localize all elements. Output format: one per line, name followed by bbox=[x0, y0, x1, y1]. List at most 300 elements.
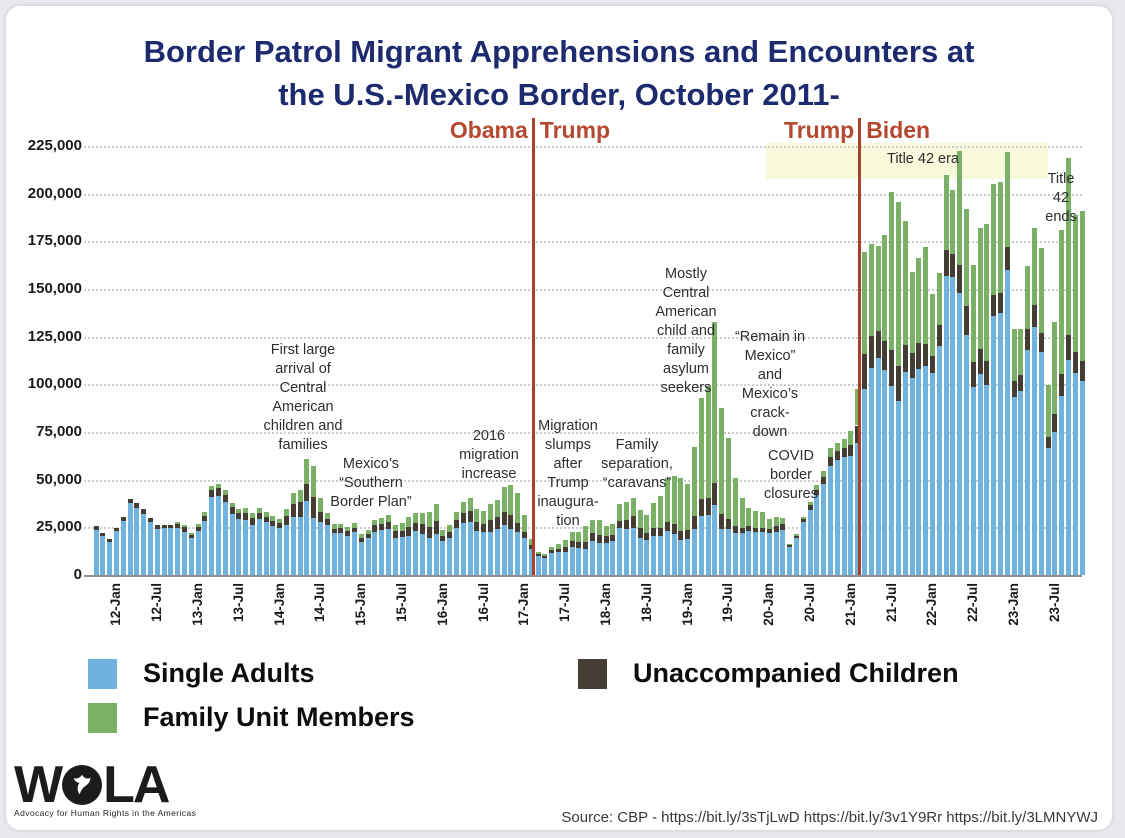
bar-segment-unaccompanied-children bbox=[563, 547, 568, 552]
bar-segment-unaccompanied-children bbox=[230, 507, 235, 514]
bar-segment-single-adults bbox=[549, 553, 554, 575]
bar-segment-single-adults bbox=[250, 525, 255, 575]
bar-segment-unaccompanied-children bbox=[658, 528, 663, 536]
x-axis-tick-label: 16-Jan bbox=[434, 583, 450, 626]
bar-segment-single-adults bbox=[767, 533, 772, 575]
bar-segment-family-unit-members bbox=[848, 431, 853, 445]
bar-segment-single-adults bbox=[134, 508, 139, 575]
bar-segment-family-unit-members bbox=[726, 438, 731, 519]
bar-segment-family-unit-members bbox=[284, 509, 289, 517]
bar-segment-family-unit-members bbox=[780, 518, 785, 524]
annotation-line: children and bbox=[263, 418, 343, 434]
bar-segment-family-unit-members bbox=[447, 525, 452, 532]
bar-segment-single-adults bbox=[332, 533, 337, 575]
bar-segment-single-adults bbox=[440, 541, 445, 575]
bar-segment-unaccompanied-children bbox=[270, 521, 275, 526]
bar-segment-single-adults bbox=[202, 521, 207, 575]
bar-segment-unaccompanied-children bbox=[889, 350, 894, 386]
bar-segment-single-adults bbox=[128, 503, 133, 575]
bar-segment-unaccompanied-children bbox=[386, 522, 391, 529]
x-axis-line bbox=[84, 575, 1082, 577]
bar-segment-family-unit-members bbox=[604, 526, 609, 537]
bar-segment-unaccompanied-children bbox=[502, 512, 507, 525]
bar-segment-family-unit-members bbox=[223, 490, 228, 495]
annotation-line: after bbox=[553, 456, 583, 472]
legend-label-family-unit-members: Family Unit Members bbox=[143, 702, 415, 732]
bar-segment-single-adults bbox=[141, 514, 146, 575]
x-axis-tick-label: 13-Jan bbox=[190, 583, 205, 626]
bar-segment-family-unit-members bbox=[427, 512, 432, 527]
bar-segment-unaccompanied-children bbox=[753, 528, 758, 532]
annotation-line: inaugura- bbox=[537, 494, 599, 510]
y-axis-tick-label: 75,000 bbox=[36, 422, 82, 440]
x-axis-tick-label: 23-Jan bbox=[1006, 583, 1021, 626]
bar-segment-family-unit-members bbox=[413, 513, 418, 523]
bar-segment-family-unit-members bbox=[644, 515, 649, 533]
bar-segment-unaccompanied-children bbox=[196, 527, 201, 531]
bar-segment-family-unit-members bbox=[678, 478, 683, 530]
bar-segment-single-adults bbox=[590, 541, 595, 575]
x-axis-tick-label: 19-Jan bbox=[679, 583, 695, 626]
bar-segment-single-adults bbox=[413, 531, 418, 575]
bar-segment-family-unit-members bbox=[209, 486, 214, 490]
bar-segment-family-unit-members bbox=[549, 547, 554, 550]
bar-segment-single-adults bbox=[896, 401, 901, 575]
bar-segment-single-adults bbox=[760, 532, 765, 575]
bar-segment-single-adults bbox=[910, 378, 915, 575]
bar-segment-single-adults bbox=[556, 552, 561, 575]
bar-segment-unaccompanied-children bbox=[134, 503, 139, 508]
bar-segment-single-adults bbox=[1012, 397, 1017, 575]
x-axis-tick-label: 13-Jul bbox=[230, 583, 246, 623]
bar-segment-unaccompanied-children bbox=[842, 448, 847, 457]
annotation-line: American bbox=[655, 304, 717, 320]
bar-segment-unaccompanied-children bbox=[910, 353, 915, 377]
bar-segment-family-unit-members bbox=[488, 504, 493, 520]
bar-segment-single-adults bbox=[352, 532, 357, 575]
annotation-title-42-ends bbox=[1045, 170, 1076, 227]
bar-segment-unaccompanied-children bbox=[1073, 352, 1078, 372]
bar-segment-unaccompanied-children bbox=[794, 536, 799, 538]
bar-segment-unaccompanied-children bbox=[447, 532, 452, 538]
bar-segment-single-adults bbox=[243, 520, 248, 575]
bar-segment-family-unit-members bbox=[903, 221, 908, 345]
bar-segment-unaccompanied-children bbox=[549, 550, 554, 553]
bar-segment-unaccompanied-children bbox=[740, 528, 745, 533]
bar-segment-family-unit-members bbox=[372, 520, 377, 526]
bar-segment-single-adults bbox=[536, 556, 541, 575]
bar-segment-family-unit-members bbox=[563, 540, 568, 546]
bar-segment-unaccompanied-children bbox=[175, 524, 180, 528]
bar-segment-family-unit-members bbox=[202, 512, 207, 515]
bar-segment-family-unit-members bbox=[182, 525, 187, 527]
bar-segment-single-adults bbox=[474, 531, 479, 575]
bar-segment-single-adults bbox=[100, 536, 105, 575]
bar-segment-family-unit-members bbox=[515, 493, 520, 524]
bar-segment-single-adults bbox=[386, 529, 391, 575]
bar-segment-unaccompanied-children bbox=[610, 535, 615, 541]
legend-label-single-adults: Single Adults bbox=[143, 658, 315, 688]
bar-segment-single-adults bbox=[950, 277, 955, 575]
bar-segment-single-adults bbox=[780, 530, 785, 575]
x-axis-tick-label: 19-Jul bbox=[720, 583, 736, 623]
bar-segment-single-adults bbox=[617, 528, 622, 575]
bar-segment-unaccompanied-children bbox=[495, 517, 500, 529]
annotation-line: American bbox=[272, 399, 334, 415]
bar-segment-unaccompanied-children bbox=[243, 513, 248, 520]
bar-segment-family-unit-members bbox=[950, 190, 955, 254]
bar-segment-unaccompanied-children bbox=[685, 530, 690, 540]
bar-segment-single-adults bbox=[706, 515, 711, 575]
x-axis-tick-label: 22-Jan bbox=[924, 583, 940, 626]
bar-segment-unaccompanied-children bbox=[672, 524, 677, 534]
bar-segment-single-adults bbox=[794, 538, 799, 575]
bar-segment-family-unit-members bbox=[298, 490, 303, 502]
bar-segment-single-adults bbox=[862, 389, 867, 575]
bar-segment-unaccompanied-children bbox=[978, 349, 983, 374]
bar-segment-single-adults bbox=[454, 528, 459, 575]
bar-segment-family-unit-members bbox=[304, 459, 309, 483]
bar-segment-unaccompanied-children bbox=[570, 541, 575, 547]
bar-segment-single-adults bbox=[1018, 391, 1023, 575]
bar-segment-family-unit-members bbox=[536, 552, 541, 554]
x-axis-tick-label: 12-Jul bbox=[149, 583, 165, 623]
bar-segment-unaccompanied-children bbox=[318, 512, 323, 522]
bar-segment-family-unit-members bbox=[638, 510, 643, 528]
bar-segment-single-adults bbox=[236, 519, 241, 575]
bar-segment-unaccompanied-children bbox=[461, 513, 466, 523]
bar-segment-single-adults bbox=[604, 543, 609, 575]
bar-segment-unaccompanied-children bbox=[991, 295, 996, 316]
annotation-line: down bbox=[752, 424, 788, 440]
annotation-line: 42 bbox=[1052, 190, 1070, 206]
x-axis-tick-label: 20-Jul bbox=[802, 583, 817, 623]
bar-segment-unaccompanied-children bbox=[651, 528, 656, 536]
legend-item-single-adults bbox=[88, 658, 315, 689]
annotation-line: COVID bbox=[768, 448, 814, 464]
bar-segment-unaccompanied-children bbox=[1052, 414, 1057, 432]
bar-segment-family-unit-members bbox=[366, 530, 371, 534]
bar-segment-single-adults bbox=[148, 522, 153, 575]
bar-segment-unaccompanied-children bbox=[706, 498, 711, 515]
bar-segment-family-unit-members bbox=[250, 513, 255, 518]
x-axis-tick-label: 23-Jul bbox=[1046, 583, 1062, 623]
annotation-first-large-arrival bbox=[264, 341, 343, 455]
bar-segment-unaccompanied-children bbox=[597, 535, 602, 543]
bar-segment-family-unit-members bbox=[1032, 228, 1037, 306]
bar-segment-unaccompanied-children bbox=[556, 549, 561, 553]
gridline bbox=[84, 289, 1082, 291]
bar-segment-family-unit-members bbox=[270, 516, 275, 521]
bar-segment-single-adults bbox=[835, 460, 840, 575]
annotation-line: asylum bbox=[663, 361, 709, 377]
bar-segment-family-unit-members bbox=[916, 258, 921, 342]
bar-segment-family-unit-members bbox=[658, 496, 663, 528]
bar-segment-single-adults bbox=[298, 517, 303, 575]
bar-segment-unaccompanied-children bbox=[257, 513, 262, 518]
bar-segment-single-adults bbox=[882, 370, 887, 575]
bar-segment-unaccompanied-children bbox=[400, 531, 405, 538]
annotation-line: Mexico’s bbox=[342, 456, 400, 472]
bar-segment-single-adults bbox=[427, 538, 432, 575]
bar-segment-single-adults bbox=[311, 518, 316, 575]
bar-segment-single-adults bbox=[631, 528, 636, 575]
bar-segment-family-unit-members bbox=[189, 533, 194, 535]
bar-segment-family-unit-members bbox=[876, 246, 881, 331]
bar-segment-single-adults bbox=[692, 529, 697, 575]
bar-segment-single-adults bbox=[182, 532, 187, 575]
bar-segment-family-unit-members bbox=[910, 272, 915, 353]
bar-segment-single-adults bbox=[685, 539, 690, 575]
source-text: Source: CBP - https://bit.ly/3sTjLwD https://bit.ly/3v1Y9Rr https://bit.ly/3LMNYWJ bbox=[561, 809, 1098, 826]
bar-segment-unaccompanied-children bbox=[94, 526, 99, 530]
bar-segment-unaccompanied-children bbox=[100, 533, 105, 536]
wola-tagline: Advocacy for Human Rights in the Americas bbox=[14, 808, 197, 818]
annotation-line: Title bbox=[1047, 171, 1075, 187]
bar-segment-single-adults bbox=[114, 531, 119, 575]
bar-segment-family-unit-members bbox=[352, 523, 357, 528]
bar-segment-family-unit-members bbox=[502, 487, 507, 512]
bar-segment-family-unit-members bbox=[774, 517, 779, 526]
bar-segment-unaccompanied-children bbox=[1032, 305, 1037, 326]
bar-segment-single-adults bbox=[733, 533, 738, 575]
bar-segment-family-unit-members bbox=[1025, 266, 1030, 330]
annotation-line: Border Plan” bbox=[330, 494, 412, 510]
bar-segment-unaccompanied-children bbox=[848, 445, 853, 456]
bar-segment-family-unit-members bbox=[318, 498, 323, 512]
bar-segment-unaccompanied-children bbox=[284, 516, 289, 525]
transition-label-biden: Biden bbox=[866, 117, 931, 143]
gridline bbox=[84, 194, 1082, 196]
bar-segment-unaccompanied-children bbox=[338, 528, 343, 533]
bar-segment-unaccompanied-children bbox=[522, 532, 527, 538]
bar-segment-family-unit-members bbox=[719, 408, 724, 514]
bar-segment-unaccompanied-children bbox=[379, 524, 384, 530]
bar-segment-unaccompanied-children bbox=[699, 499, 704, 516]
bar-segment-single-adults bbox=[570, 547, 575, 575]
bar-segment-unaccompanied-children bbox=[209, 490, 214, 497]
bar-segment-family-unit-members bbox=[624, 502, 629, 520]
bar-segment-unaccompanied-children bbox=[971, 362, 976, 387]
bar-segment-single-adults bbox=[828, 466, 833, 575]
bar-segment-single-adults bbox=[576, 548, 581, 575]
annotation-line: families bbox=[278, 437, 328, 453]
bar-segment-family-unit-members bbox=[230, 503, 235, 507]
bar-segment-family-unit-members bbox=[359, 534, 364, 538]
legend-item-unaccompanied-children bbox=[578, 658, 959, 689]
bar-segment-family-unit-members bbox=[1018, 329, 1023, 375]
annotation-line: Central bbox=[662, 285, 710, 301]
bar-segment-family-unit-members bbox=[277, 519, 282, 523]
legend-label-unaccompanied-children: Unaccompanied Children bbox=[633, 658, 959, 688]
bar-segment-family-unit-members bbox=[1059, 230, 1064, 374]
bar-segment-unaccompanied-children bbox=[413, 523, 418, 532]
bar-segment-single-adults bbox=[964, 335, 969, 575]
bar-segment-unaccompanied-children bbox=[481, 524, 486, 532]
transition-line-trump-biden bbox=[858, 118, 861, 575]
bar-segment-family-unit-members bbox=[474, 509, 479, 522]
chart-title-line1: Border Patrol Migrant Apprehensions and Encounters at bbox=[143, 34, 975, 69]
bar-segment-unaccompanied-children bbox=[692, 516, 697, 529]
bar-segment-unaccompanied-children bbox=[1005, 247, 1010, 270]
bar-segment-single-adults bbox=[665, 531, 670, 575]
bar-segment-single-adults bbox=[814, 495, 819, 575]
bar-segment-unaccompanied-children bbox=[352, 528, 357, 533]
chart-title-line2: the U.S.-Mexico Border, October 2011- bbox=[278, 77, 840, 112]
annotation-line: “Southern bbox=[339, 475, 403, 491]
bar-segment-unaccompanied-children bbox=[726, 519, 731, 530]
bar-segment-single-adults bbox=[971, 387, 976, 575]
bar-segment-single-adults bbox=[447, 538, 452, 575]
bar-segment-family-unit-members bbox=[576, 532, 581, 542]
bar-segment-family-unit-members bbox=[311, 466, 316, 497]
bar-segment-unaccompanied-children bbox=[638, 528, 643, 538]
bar-segment-unaccompanied-children bbox=[1018, 375, 1023, 390]
bar-segment-unaccompanied-children bbox=[944, 250, 949, 277]
bar-segment-unaccompanied-children bbox=[678, 531, 683, 540]
annotation-line: increase bbox=[461, 466, 517, 482]
chart-card bbox=[6, 6, 1112, 830]
bar-segment-unaccompanied-children bbox=[767, 529, 772, 533]
bar-segment-single-adults bbox=[678, 540, 683, 575]
bar-segment-family-unit-members bbox=[617, 504, 622, 521]
bar-segment-single-adults bbox=[1005, 270, 1010, 575]
bar-segment-unaccompanied-children bbox=[604, 536, 609, 542]
annotation-line: Migration bbox=[538, 418, 598, 434]
gridline bbox=[84, 241, 1082, 243]
annotation-line: family bbox=[667, 342, 705, 358]
bar-segment-unaccompanied-children bbox=[1046, 437, 1051, 449]
bar-segment-single-adults bbox=[1046, 448, 1051, 575]
bar-segment-family-unit-members bbox=[196, 524, 201, 526]
bar-segment-single-adults bbox=[318, 522, 323, 575]
bar-segment-unaccompanied-children bbox=[148, 518, 153, 522]
bar-segment-single-adults bbox=[502, 525, 507, 575]
x-axis-tick-label: 15-Jan bbox=[353, 583, 369, 626]
bar-segment-family-unit-members bbox=[828, 448, 833, 457]
bar-segment-unaccompanied-children bbox=[950, 254, 955, 277]
annotation-line: slumps bbox=[545, 437, 591, 453]
bar-segment-single-adults bbox=[726, 529, 731, 575]
bar-segment-unaccompanied-children bbox=[189, 535, 194, 539]
bar-segment-single-adults bbox=[277, 528, 282, 575]
x-axis-tick-label: 15-Jul bbox=[394, 583, 409, 623]
annotation-family-separation-caravans bbox=[601, 436, 673, 493]
bar-segment-family-unit-members bbox=[393, 525, 398, 532]
bar-segment-single-adults bbox=[753, 532, 758, 575]
annotation-line: Central bbox=[279, 380, 327, 396]
bar-segment-single-adults bbox=[787, 547, 792, 575]
bar-segment-single-adults bbox=[1073, 373, 1078, 575]
annotation-line: Trump bbox=[547, 475, 589, 491]
annotation-southern-border-plan bbox=[330, 455, 411, 512]
bar-segment-single-adults bbox=[1052, 432, 1057, 575]
bar-segment-single-adults bbox=[107, 542, 112, 575]
bar-segment-single-adults bbox=[699, 516, 704, 575]
bar-segment-family-unit-members bbox=[440, 530, 445, 536]
bar-segment-unaccompanied-children bbox=[896, 366, 901, 401]
bar-segment-single-adults bbox=[515, 532, 520, 575]
bar-segment-unaccompanied-children bbox=[291, 504, 296, 518]
x-axis-tick-label: 14-Jul bbox=[312, 583, 328, 623]
bar-segment-single-adults bbox=[162, 528, 167, 575]
bar-segment-single-adults bbox=[393, 538, 398, 575]
bar-segment-unaccompanied-children bbox=[624, 520, 629, 528]
x-axis-tick-label: 21-Jul bbox=[883, 583, 899, 623]
bar-segment-single-adults bbox=[304, 501, 309, 575]
bar-segment-unaccompanied-children bbox=[542, 556, 547, 558]
bar-segment-unaccompanied-children bbox=[427, 527, 432, 538]
bar-segment-unaccompanied-children bbox=[1012, 381, 1017, 397]
bar-segment-family-unit-members bbox=[746, 508, 751, 526]
bar-segment-single-adults bbox=[175, 528, 180, 575]
bar-segment-unaccompanied-children bbox=[311, 497, 316, 517]
bar-segment-single-adults bbox=[522, 538, 527, 575]
bar-segment-family-unit-members bbox=[706, 386, 711, 498]
y-axis-tick-label: 200,000 bbox=[27, 184, 82, 202]
bar-segment-family-unit-members bbox=[542, 554, 547, 556]
bar-segment-single-adults bbox=[842, 457, 847, 575]
annotation-line: separation, bbox=[601, 456, 673, 472]
bar-segment-unaccompanied-children bbox=[780, 524, 785, 530]
bar-segment-unaccompanied-children bbox=[474, 522, 479, 531]
bar-segment-family-unit-members bbox=[420, 513, 425, 524]
bar-segment-single-adults bbox=[740, 533, 745, 575]
bar-segment-single-adults bbox=[624, 529, 629, 575]
bar-segment-unaccompanied-children bbox=[746, 526, 751, 531]
bar-segment-family-unit-members bbox=[406, 517, 411, 526]
bar-segment-single-adults bbox=[801, 522, 806, 575]
bar-segment-unaccompanied-children bbox=[264, 517, 269, 522]
bar-segment-single-adults bbox=[155, 529, 160, 575]
transition-label-obama: Obama bbox=[449, 117, 528, 143]
bar-segment-single-adults bbox=[944, 276, 949, 575]
bar-segment-unaccompanied-children bbox=[964, 306, 969, 335]
annotation-line: migration bbox=[459, 447, 519, 463]
bar-segment-family-unit-members bbox=[842, 439, 847, 448]
bar-segment-family-unit-members bbox=[1039, 248, 1044, 333]
bar-segment-unaccompanied-children bbox=[440, 536, 445, 542]
bar-segment-family-unit-members bbox=[522, 515, 527, 533]
bar-segment-single-adults bbox=[121, 521, 126, 575]
bar-segment-unaccompanied-children bbox=[665, 522, 670, 532]
bar-segment-single-adults bbox=[468, 522, 473, 575]
bar-segment-family-unit-members bbox=[685, 484, 690, 530]
bar-segment-unaccompanied-children bbox=[1080, 361, 1085, 380]
bar-segment-unaccompanied-children bbox=[488, 520, 493, 531]
bar-segment-family-unit-members bbox=[175, 522, 180, 524]
bar-segment-single-adults bbox=[808, 510, 813, 575]
bar-segment-unaccompanied-children bbox=[787, 545, 792, 546]
bar-segment-single-adults bbox=[223, 502, 228, 575]
bar-segment-single-adults bbox=[379, 530, 384, 575]
bar-segment-unaccompanied-children bbox=[862, 354, 867, 390]
bar-segment-single-adults bbox=[876, 358, 881, 575]
bar-segment-family-unit-members bbox=[944, 175, 949, 249]
bar-segment-unaccompanied-children bbox=[168, 525, 173, 528]
bar-segment-family-unit-members bbox=[556, 544, 561, 548]
bar-segment-single-adults bbox=[651, 536, 656, 575]
bar-segment-unaccompanied-children bbox=[1025, 329, 1030, 350]
bar-segment-single-adults bbox=[563, 552, 568, 575]
bar-segment-unaccompanied-children bbox=[801, 519, 806, 522]
annotation-line: and bbox=[757, 367, 783, 383]
bar-segment-single-adults bbox=[644, 540, 649, 575]
bar-segment-unaccompanied-children bbox=[984, 361, 989, 385]
x-axis-tick-label: 17-Jan bbox=[516, 583, 532, 626]
bar-segment-family-unit-members bbox=[801, 517, 806, 520]
x-axis-tick-label: 20-Jan bbox=[761, 583, 777, 626]
